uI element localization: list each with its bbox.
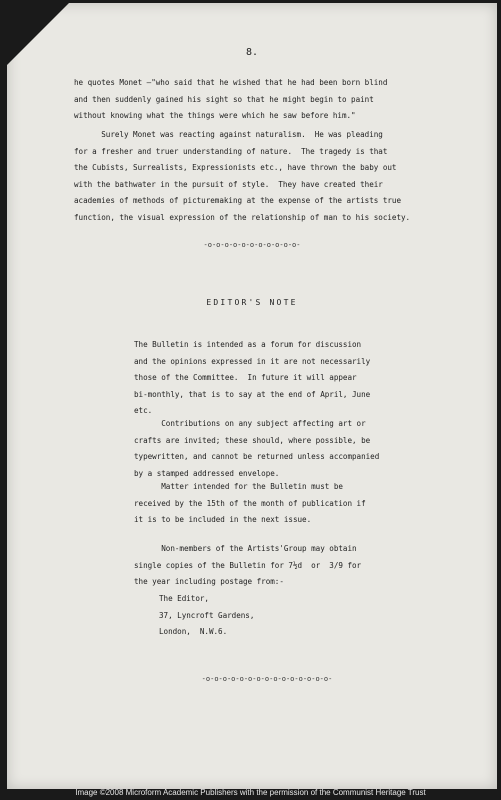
text-line: The Editor,: [159, 594, 209, 603]
text-line: with the bathwater in the pursuit of style. They have created their: [74, 179, 383, 189]
text-line: Contributions on any subject affecting art or: [134, 419, 366, 428]
text-line: typewritten, and cannot be returned unless accompanied: [134, 452, 380, 461]
quote-paragraph: [74, 75, 387, 125]
text-line: by a stamped addressed envelope.: [134, 468, 280, 478]
text-line: The Bulletin is intended as a forum for discussion: [134, 340, 362, 349]
editors-note-heading: EDITOR'S NOTE: [206, 298, 298, 307]
note-paragraph-contributions: [134, 416, 379, 482]
text-line: without knowing what the things were which he saw before him.": [74, 111, 356, 120]
text-line: the year including postage from:-: [134, 577, 284, 586]
text-line: it is to be included in the next issue.: [134, 515, 312, 524]
text-line: bi-monthly, that is to say at the end of April, June: [134, 389, 371, 399]
text-line: etc.: [134, 406, 153, 415]
separator-bottom: -o-o-o-o-o-o-o-o-o-o-o-o-o-o-o-: [201, 675, 333, 683]
text-line: academies of methods of picturemaking at the expense of the artists true: [74, 196, 402, 205]
text-line: London, N.W.6.: [159, 627, 228, 636]
document-page: [7, 3, 497, 789]
text-line: he quotes Monet —"who said that he wished that he had been born blind: [74, 78, 388, 87]
text-line: crafts are invited; these should, where possible, be: [134, 435, 371, 445]
text-line: single copies of the Bulletin for 7½d or 3/9 for: [134, 560, 362, 570]
note-paragraph-deadline: [134, 479, 366, 529]
note-paragraph-subscription: [134, 541, 361, 591]
text-line: and then suddenly gained his sight so that he might begin to paint: [74, 94, 374, 104]
text-line: Surely Monet was reacting against naturalism. He was pleading: [74, 130, 383, 139]
text-line: received by the 15th of the month of publication if: [134, 498, 366, 508]
text-line: for a fresher and truer understanding of nature. The tragedy is that: [74, 146, 388, 156]
text-line: function, the visual expression of the relationship of man to his society.: [74, 212, 411, 222]
text-line: those of the Committee. In future it will appear: [134, 373, 357, 382]
text-line: the Cubists, Surrealists, Expressionists etc., have thrown the baby out: [74, 163, 397, 172]
monet-paragraph: [74, 127, 410, 226]
text-line: and the opinions expressed in it are not necessarily: [134, 356, 371, 366]
text-line: Matter intended for the Bulletin must be: [134, 482, 343, 491]
image-credit: Image ©2008 Microform Academic Publishers with the permission of the Communist Heritage Trust: [75, 788, 426, 797]
note-paragraph-forum: [134, 337, 370, 420]
editor-address: [159, 591, 254, 641]
separator-top: -o-o-o-o-o-o-o-o-o-o-o-: [203, 241, 301, 249]
page-number: 8.: [245, 47, 259, 58]
text-line: 37, Lyncroft Gardens,: [159, 610, 255, 620]
text-line: Non-members of the Artists'Group may obtain: [134, 544, 357, 553]
